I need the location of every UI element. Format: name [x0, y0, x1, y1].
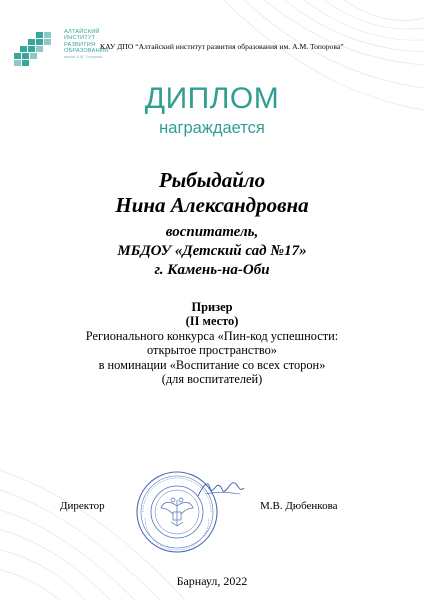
recipient-given-names: Нина Александровна — [115, 193, 309, 217]
signatory-name: М.В. Дюбенкова — [260, 500, 338, 512]
place-and-year: Барнаул, 2022 — [176, 574, 248, 588]
organization-name: КАУ ДПО “Алтайский институт развития образования им. А.М. Топорова” — [100, 42, 344, 51]
recipient-surname: Рыбыдайло — [158, 168, 266, 192]
logo-line: АЛТАЙСКИЙ — [64, 29, 100, 35]
signatory-title: Директор — [60, 500, 105, 512]
logo-line: РАЗВИТИЯ — [64, 41, 96, 48]
award-line: открытое пространство» — [147, 343, 277, 358]
document-title: ДИПЛОМ — [144, 82, 280, 115]
logo-line: ИНСТИТУТ — [64, 35, 96, 42]
award-line: в номинации «Воспитание со всех сторон» — [98, 357, 326, 372]
recipient-position: воспитатель, — [165, 224, 259, 240]
document-subtitle: награждается — [159, 119, 265, 137]
award-title: Призер — [191, 300, 233, 314]
award-line: Регионального конкурса «Пин-код успешности: — [85, 329, 339, 343]
recipient-institution: МБДОУ «Детский сад №17» — [117, 243, 307, 259]
recipient-city: г. Камень-на-Оби — [154, 262, 270, 278]
award-line: (для воспитателей) — [161, 371, 263, 386]
logo-line: ОБРАЗОВАНИЯ — [64, 48, 109, 55]
logo-subline: имени А.М. Топорова — [64, 54, 103, 59]
award-place: (II место) — [185, 314, 239, 328]
award-description — [0, 329, 424, 386]
director-signature — [196, 476, 246, 502]
